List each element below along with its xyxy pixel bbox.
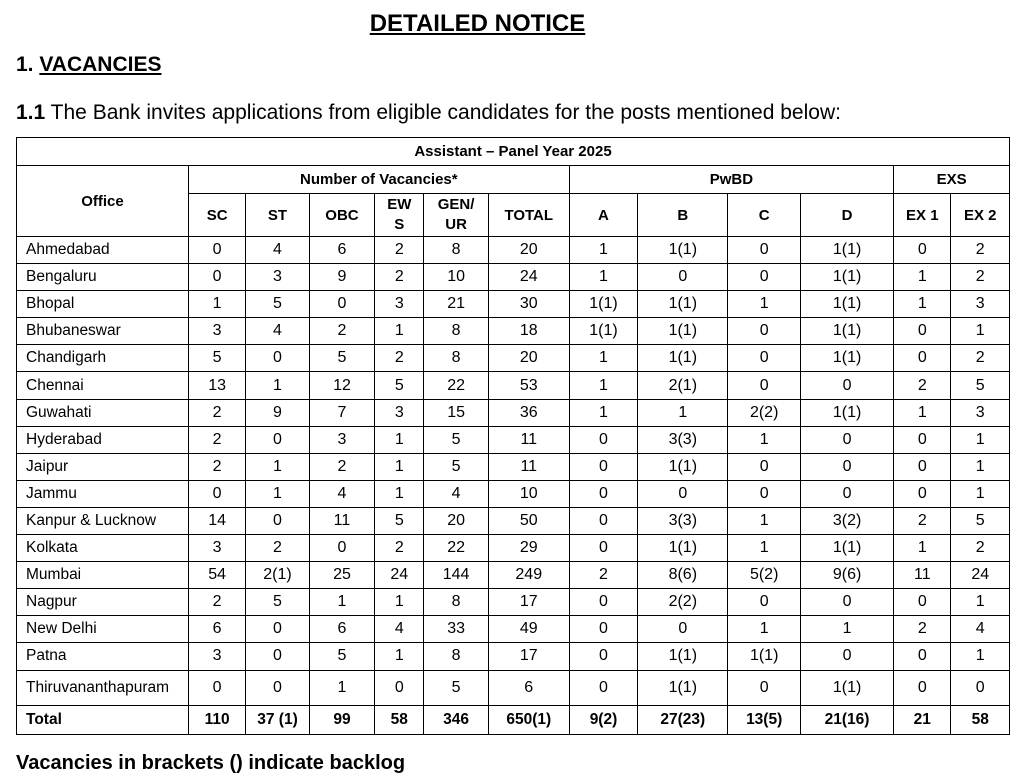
total-cell-a: 9(2): [569, 705, 638, 734]
cell-st: 1: [246, 453, 309, 480]
cell-b: 1(1): [638, 345, 728, 372]
cell-st: 0: [246, 507, 309, 534]
cell-a: 0: [569, 589, 638, 616]
office-name-cell: Bhopal: [17, 291, 189, 318]
cell-a: 0: [569, 426, 638, 453]
table-row: [17, 589, 1010, 616]
cell-c: 0: [728, 480, 801, 507]
cell-c: 0: [728, 670, 801, 705]
cell-ews: 3: [375, 291, 424, 318]
cell-sc: 54: [188, 562, 245, 589]
cell-st: 4: [246, 318, 309, 345]
section-title: VACANCIES: [39, 53, 162, 76]
cell-c: 2(2): [728, 399, 801, 426]
cell-a: 1(1): [569, 318, 638, 345]
table-row: [17, 643, 1010, 670]
cell-a: 2: [569, 562, 638, 589]
cell-sc: 5: [188, 345, 245, 372]
cell-total: 24: [488, 264, 569, 291]
cell-d: 1(1): [801, 291, 894, 318]
cell-obc: 25: [309, 562, 375, 589]
cell-ews: 3: [375, 399, 424, 426]
table-row: [17, 372, 1010, 399]
cell-b: 3(3): [638, 426, 728, 453]
table-row: [17, 264, 1010, 291]
cell-d: 1(1): [801, 237, 894, 264]
table-row: [17, 399, 1010, 426]
cell-a: 0: [569, 507, 638, 534]
cell-ex2: 5: [951, 372, 1010, 399]
cell-st: 0: [246, 670, 309, 705]
cell-st: 0: [246, 345, 309, 372]
cell-obc: 1: [309, 670, 375, 705]
cell-ex2: 1: [951, 453, 1010, 480]
office-name-cell: Hyderabad: [17, 426, 189, 453]
cell-c: 1(1): [728, 643, 801, 670]
cell-ex1: 0: [894, 237, 951, 264]
table-row: [17, 616, 1010, 643]
table-caption: Assistant – Panel Year 2025: [17, 138, 1010, 166]
cell-gen: 20: [424, 507, 488, 534]
cell-ews: 2: [375, 535, 424, 562]
cell-total: 30: [488, 291, 569, 318]
cell-ex1: 2: [894, 372, 951, 399]
total-cell-total: 650(1): [488, 705, 569, 734]
office-name-cell: New Delhi: [17, 616, 189, 643]
cell-ews: 1: [375, 589, 424, 616]
office-name-cell: Patna: [17, 643, 189, 670]
cell-sc: 3: [188, 535, 245, 562]
cell-b: 1(1): [638, 237, 728, 264]
total-cell-gen: 346: [424, 705, 488, 734]
cell-c: 0: [728, 453, 801, 480]
cell-st: 0: [246, 643, 309, 670]
cell-d: 0: [801, 453, 894, 480]
col-header-ex2: EX 2: [951, 194, 1010, 237]
cell-total: 11: [488, 453, 569, 480]
cell-b: 1(1): [638, 318, 728, 345]
cell-c: 1: [728, 291, 801, 318]
cell-ex1: 0: [894, 480, 951, 507]
total-cell-st: 37 (1): [246, 705, 309, 734]
cell-sc: 14: [188, 507, 245, 534]
cell-ex1: 0: [894, 345, 951, 372]
cell-a: 1(1): [569, 291, 638, 318]
cell-b: 0: [638, 616, 728, 643]
cell-b: 8(6): [638, 562, 728, 589]
cell-d: 1(1): [801, 318, 894, 345]
cell-b: 0: [638, 264, 728, 291]
cell-d: 0: [801, 480, 894, 507]
cell-obc: 4: [309, 480, 375, 507]
cell-d: 9(6): [801, 562, 894, 589]
cell-obc: 3: [309, 426, 375, 453]
col-header-a: A: [569, 194, 638, 237]
cell-total: 17: [488, 589, 569, 616]
cell-ex1: 0: [894, 670, 951, 705]
cell-a: 1: [569, 264, 638, 291]
cell-ews: 5: [375, 507, 424, 534]
cell-st: 2(1): [246, 562, 309, 589]
cell-b: 1(1): [638, 291, 728, 318]
col-header-d: D: [801, 194, 894, 237]
cell-gen: 144: [424, 562, 488, 589]
cell-ex2: 1: [951, 426, 1010, 453]
cell-sc: 3: [188, 643, 245, 670]
cell-gen: 10: [424, 264, 488, 291]
cell-total: 50: [488, 507, 569, 534]
cell-ex2: 3: [951, 291, 1010, 318]
cell-ex2: 2: [951, 264, 1010, 291]
col-header-ews-line2: S: [394, 216, 405, 233]
cell-a: 0: [569, 480, 638, 507]
office-name-cell: Thiruvananthapuram: [17, 670, 189, 705]
cell-d: 3(2): [801, 507, 894, 534]
pwbd-group-header: PwBD: [569, 166, 893, 194]
cell-ex2: 5: [951, 507, 1010, 534]
cell-d: 0: [801, 589, 894, 616]
cell-obc: 0: [309, 291, 375, 318]
intro-number: 1.1: [16, 101, 46, 124]
cell-b: 3(3): [638, 507, 728, 534]
total-cell-sc: 110: [188, 705, 245, 734]
cell-c: 0: [728, 237, 801, 264]
total-cell-obc: 99: [309, 705, 375, 734]
intro-paragraph: [16, 101, 841, 125]
cell-gen: 21: [424, 291, 488, 318]
cell-total: 11: [488, 426, 569, 453]
cell-b: 2(2): [638, 589, 728, 616]
vacancies-group-header: Number of Vacancies*: [188, 166, 569, 194]
cell-ex1: 11: [894, 562, 951, 589]
cell-sc: 13: [188, 372, 245, 399]
col-header-c: C: [728, 194, 801, 237]
table-row: [17, 345, 1010, 372]
table-row: [17, 480, 1010, 507]
table-row: [17, 291, 1010, 318]
cell-a: 0: [569, 643, 638, 670]
vacancy-table: [16, 137, 1010, 735]
total-row: [17, 705, 1010, 734]
office-name-cell: Guwahati: [17, 399, 189, 426]
cell-c: 0: [728, 372, 801, 399]
table-row: [17, 535, 1010, 562]
cell-ex1: 1: [894, 291, 951, 318]
col-header-sc: SC: [188, 194, 245, 237]
cell-sc: 2: [188, 426, 245, 453]
cell-ews: 1: [375, 318, 424, 345]
cell-ex2: 1: [951, 589, 1010, 616]
cell-ews: 24: [375, 562, 424, 589]
office-name-cell: Chennai: [17, 372, 189, 399]
col-header-gen-line1: GEN/: [437, 196, 475, 213]
office-name-cell: Bengaluru: [17, 264, 189, 291]
backlog-footnote: Vacancies in brackets () indicate backlog: [16, 752, 406, 774]
cell-obc: 5: [309, 345, 375, 372]
col-header-b: B: [638, 194, 728, 237]
table-row: [17, 507, 1010, 534]
cell-a: 1: [569, 399, 638, 426]
office-name-cell: Kanpur & Lucknow: [17, 507, 189, 534]
cell-st: 1: [246, 480, 309, 507]
cell-ex1: 0: [894, 643, 951, 670]
cell-sc: 0: [188, 670, 245, 705]
office-name-cell: Nagpur: [17, 589, 189, 616]
cell-total: 10: [488, 480, 569, 507]
cell-st: 1: [246, 372, 309, 399]
cell-b: 0: [638, 480, 728, 507]
cell-b: 1(1): [638, 643, 728, 670]
section-heading: [16, 53, 161, 77]
cell-d: 1(1): [801, 264, 894, 291]
cell-d: 0: [801, 643, 894, 670]
cell-c: 0: [728, 264, 801, 291]
table-row: [17, 453, 1010, 480]
col-header-gen-line2: UR: [445, 216, 467, 233]
col-header-total: TOTAL: [488, 194, 569, 237]
cell-sc: 2: [188, 453, 245, 480]
total-label-cell: Total: [17, 705, 189, 734]
cell-ex2: 2: [951, 345, 1010, 372]
cell-ews: 2: [375, 345, 424, 372]
cell-st: 2: [246, 535, 309, 562]
office-name-cell: Jaipur: [17, 453, 189, 480]
cell-obc: 5: [309, 643, 375, 670]
cell-obc: 7: [309, 399, 375, 426]
cell-a: 0: [569, 535, 638, 562]
cell-total: 249: [488, 562, 569, 589]
cell-sc: 0: [188, 480, 245, 507]
office-name-cell: Bhubaneswar: [17, 318, 189, 345]
cell-c: 1: [728, 616, 801, 643]
cell-a: 0: [569, 453, 638, 480]
cell-obc: 6: [309, 237, 375, 264]
office-name-cell: Ahmedabad: [17, 237, 189, 264]
table-body: [17, 237, 1010, 735]
cell-d: 0: [801, 426, 894, 453]
cell-total: 20: [488, 345, 569, 372]
cell-sc: 0: [188, 237, 245, 264]
cell-ews: 0: [375, 670, 424, 705]
cell-gen: 8: [424, 643, 488, 670]
cell-sc: 2: [188, 399, 245, 426]
cell-obc: 12: [309, 372, 375, 399]
cell-ews: 4: [375, 616, 424, 643]
cell-d: 0: [801, 372, 894, 399]
intro-text: The Bank invites applications from eligible candidates for the posts mentioned below:: [50, 101, 841, 124]
cell-obc: 6: [309, 616, 375, 643]
cell-total: 53: [488, 372, 569, 399]
col-header-obc: OBC: [309, 194, 375, 237]
cell-total: 6: [488, 670, 569, 705]
cell-c: 0: [728, 318, 801, 345]
cell-obc: 11: [309, 507, 375, 534]
exs-group-header: EXS: [894, 166, 1010, 194]
cell-ex2: 2: [951, 237, 1010, 264]
table-row: [17, 237, 1010, 264]
cell-ews: 2: [375, 264, 424, 291]
cell-b: 2(1): [638, 372, 728, 399]
cell-ex2: 1: [951, 643, 1010, 670]
cell-sc: 3: [188, 318, 245, 345]
cell-ews: 2: [375, 237, 424, 264]
cell-gen: 15: [424, 399, 488, 426]
cell-ex1: 1: [894, 399, 951, 426]
cell-d: 1(1): [801, 670, 894, 705]
office-name-cell: Kolkata: [17, 535, 189, 562]
cell-gen: 22: [424, 535, 488, 562]
cell-ex1: 0: [894, 318, 951, 345]
cell-gen: 33: [424, 616, 488, 643]
cell-st: 9: [246, 399, 309, 426]
cell-d: 1(1): [801, 345, 894, 372]
table-row: [17, 562, 1010, 589]
cell-gen: 22: [424, 372, 488, 399]
cell-ex2: 3: [951, 399, 1010, 426]
cell-d: 1(1): [801, 535, 894, 562]
table-row: [17, 670, 1010, 705]
cell-st: 4: [246, 237, 309, 264]
cell-total: 18: [488, 318, 569, 345]
office-name-cell: Chandigarh: [17, 345, 189, 372]
cell-gen: 5: [424, 426, 488, 453]
cell-obc: 9: [309, 264, 375, 291]
cell-gen: 8: [424, 237, 488, 264]
cell-total: 29: [488, 535, 569, 562]
cell-ews: 1: [375, 643, 424, 670]
office-name-cell: Mumbai: [17, 562, 189, 589]
cell-st: 0: [246, 426, 309, 453]
col-header-st: ST: [246, 194, 309, 237]
cell-c: 1: [728, 426, 801, 453]
cell-ews: 1: [375, 453, 424, 480]
office-name-cell: Jammu: [17, 480, 189, 507]
cell-c: 0: [728, 345, 801, 372]
col-header-gen-ur: [424, 194, 488, 237]
cell-total: 17: [488, 643, 569, 670]
cell-gen: 8: [424, 345, 488, 372]
notice-title: DETAILED NOTICE: [369, 10, 586, 37]
cell-b: 1: [638, 399, 728, 426]
cell-st: 5: [246, 291, 309, 318]
office-header: Office: [17, 166, 189, 237]
cell-b: 1(1): [638, 453, 728, 480]
cell-ex1: 0: [894, 426, 951, 453]
cell-ex2: 4: [951, 616, 1010, 643]
cell-st: 5: [246, 589, 309, 616]
cell-ews: 1: [375, 426, 424, 453]
cell-c: 5(2): [728, 562, 801, 589]
cell-b: 1(1): [638, 670, 728, 705]
col-header-ex1: EX 1: [894, 194, 951, 237]
cell-ex2: 24: [951, 562, 1010, 589]
total-cell-ex1: 21: [894, 705, 951, 734]
cell-ews: 1: [375, 480, 424, 507]
total-cell-ews: 58: [375, 705, 424, 734]
cell-sc: 6: [188, 616, 245, 643]
total-cell-d: 21(16): [801, 705, 894, 734]
cell-gen: 8: [424, 318, 488, 345]
cell-d: 1(1): [801, 399, 894, 426]
cell-gen: 5: [424, 453, 488, 480]
table-row: [17, 318, 1010, 345]
cell-ex2: 1: [951, 318, 1010, 345]
cell-obc: 1: [309, 589, 375, 616]
total-cell-b: 27(23): [638, 705, 728, 734]
cell-gen: 5: [424, 670, 488, 705]
cell-d: 1: [801, 616, 894, 643]
table-row: [17, 426, 1010, 453]
cell-c: 0: [728, 589, 801, 616]
section-number: 1.: [16, 53, 34, 76]
cell-a: 0: [569, 670, 638, 705]
total-cell-ex2: 58: [951, 705, 1010, 734]
cell-sc: 0: [188, 264, 245, 291]
cell-st: 0: [246, 616, 309, 643]
cell-c: 1: [728, 535, 801, 562]
cell-st: 3: [246, 264, 309, 291]
cell-ex2: 2: [951, 535, 1010, 562]
cell-sc: 1: [188, 291, 245, 318]
cell-ex1: 2: [894, 507, 951, 534]
cell-gen: 8: [424, 589, 488, 616]
cell-a: 0: [569, 616, 638, 643]
cell-ex2: 0: [951, 670, 1010, 705]
cell-ews: 5: [375, 372, 424, 399]
cell-obc: 0: [309, 535, 375, 562]
cell-sc: 2: [188, 589, 245, 616]
cell-a: 1: [569, 372, 638, 399]
cell-ex1: 2: [894, 616, 951, 643]
cell-total: 49: [488, 616, 569, 643]
cell-total: 20: [488, 237, 569, 264]
cell-ex1: 0: [894, 589, 951, 616]
cell-ex1: 1: [894, 264, 951, 291]
cell-obc: 2: [309, 453, 375, 480]
total-cell-c: 13(5): [728, 705, 801, 734]
col-header-ews-line1: EW: [387, 196, 412, 213]
cell-obc: 2: [309, 318, 375, 345]
cell-b: 1(1): [638, 535, 728, 562]
col-header-ews: [375, 194, 424, 237]
cell-c: 1: [728, 507, 801, 534]
cell-ex2: 1: [951, 480, 1010, 507]
cell-a: 1: [569, 345, 638, 372]
cell-gen: 4: [424, 480, 488, 507]
cell-a: 1: [569, 237, 638, 264]
cell-ex1: 0: [894, 453, 951, 480]
cell-total: 36: [488, 399, 569, 426]
cell-ex1: 1: [894, 535, 951, 562]
